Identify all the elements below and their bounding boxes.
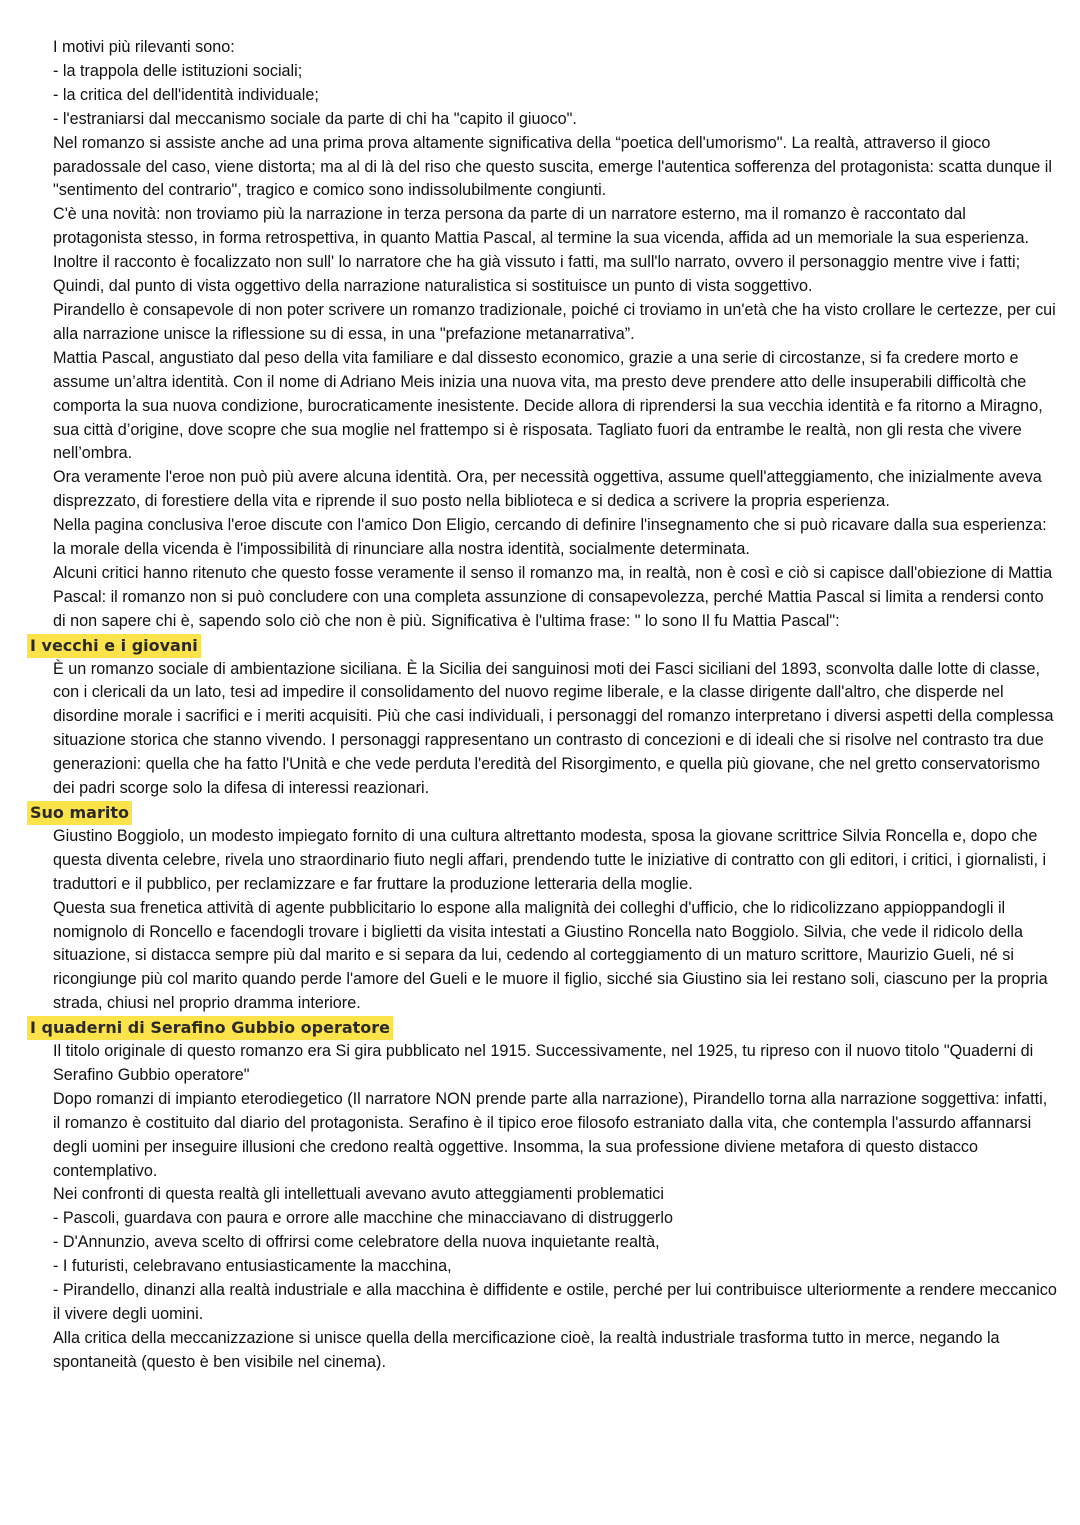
section-heading-row [0, 634, 1080, 658]
section-heading-row [0, 1016, 1080, 1040]
paragraph: I motivi più rilevanti sono: [53, 38, 235, 56]
paragraph: Giustino Boggiolo, un modesto impiegato fornito di una cultura altrettanto modesta, sposa la giovane scrittrice Silvia Roncella e, dopo che questa diventa celebre, rivela uno straordinario fiuto negli affari, prendendo tutte le iniziative di contratto con gli editori, i critici, i giornalisti, i traduttori e il pubblico, per reclamizzare e far fruttare la produzione letteraria della moglie. [53, 826, 1047, 893]
paragraph: - I futuristi, celebravano entusiasticamente la macchina, [53, 1257, 452, 1276]
paragraph: - la trappola delle istituzioni sociali; [53, 61, 303, 80]
paragraph: - Pirandello, dinanzi alla realtà industriale e alla macchina è diffidente e ostile, perché per lui contribuisce ulteriormente a rendere meccanico il vivere degli uomini. [53, 1281, 1057, 1323]
section-heading: Suo marito [27, 801, 132, 825]
paragraph: C'è una novità: non troviamo più la narrazione in terza persona da parte di un narratore esterno, ma il romanzo è raccontato dal protagonista stesso, in forma retrospettiva, in quanto Mattia Pascal, al termine la sua vicenda, affida ad un memoriale la sua esperienza. Inoltre il racconto è focalizzato non sull' lo narratore che ha già vissuto i fatti, ma sull'lo narrato, ovvero il personaggio mentre vive i fatti; Quindi, dal punto di vista oggettivo della narrazione naturalistica si sostituisce un punto di vista soggettivo. [53, 205, 1029, 296]
paragraph: Pirandello è consapevole di non poter scrivere un romanzo tradizionale, poiché ci troviamo in un'età che ha visto crollare le certezze, per cui alla narrazione unisce la riflessione su di essa, in una "prefazione metanarrativa”. [53, 300, 1056, 343]
paragraph: - la critica del dell'identità individuale; [53, 85, 319, 104]
paragraph: Nella pagina conclusiva l'eroe discute con l'amico Don Eligio, cercando di definire l'insegnamento che si può ricavare dalla sua esperienza: la morale della vicenda è l'impossibilità di rinunciare alla nostra identità, socialmente determinata. [53, 516, 1047, 559]
document-body [0, 36, 1080, 1375]
paragraph: Mattia Pascal, angustiato dal peso della vita familiare e dal dissesto economico, grazie a una serie di circostanze, si fa credere morto e assume un’altra identità. Con il nome di Adriano Meis inizia una nuova vita, ma presto deve prendere atto delle insuperabili difficoltà che comporta la sua nuova condizione, burocraticamente inesistente. Decide allora di riprendersi la sua vecchia identità e fa ritorno a Miragno, sua città d’origine, dove scopre che sua moglie nel frattempo si è risposata. Tagliato fuori da entrambe le realtà, non gli resta che vivere nell’ombra. [53, 348, 1043, 463]
paragraph: - Pascoli, guardava con paura e orrore alle macchine che minacciavano di distruggerlo [53, 1209, 673, 1228]
paragraph: - D'Annunzio, aveva scelto di offrirsi come celebratore della nuova inquietante realtà, [53, 1233, 660, 1252]
paragraph: Dopo romanzi di impianto eterodiegetico (Il narratore NON prende parte alla narrazione), Pirandello torna alla narrazione soggettiva: infatti, il romanzo è costituito dal diario del protagonista. Serafino è il tipico eroe filosofo estraniato dalla vita, che contempla l'assurdo affannarsi degli uomini per inseguire illusioni che credono realtà oggettive. Insomma, la sua professione diviene metafora di questo distacco contemplativo. [53, 1089, 1048, 1180]
section-body [0, 36, 1080, 634]
paragraph: Alcuni critici hanno ritenuto che questo fosse veramente il senso il romanzo ma, in realtà, non è così e ciò si capisce dall'obiezione di Mattia Pascal: il romanzo non si può concludere con una completa assunzione di consapevolezza, perché Mattia Pascal si limita a rendersi conto di non sapere chi è, sapendo solo ciò che non è più. Significativa è l'ultima frase: " lo sono Il fu Mattia Pascal": [53, 563, 1053, 630]
section-heading: I quaderni di Serafino Gubbio operatore [27, 1016, 393, 1040]
paragraph: Nel romanzo si assiste anche ad una prima prova altamente significativa della “poetica dell'umorismo". La realtà, attraverso il gioco paradossale del caso, viene distorta; ma al di là del riso che questo suscita, emerge l'autentica sofferenza del protagonista: scatta dunque il "sentimento del contrario", tragico e comico sono indissolubilmente congiunti. [53, 133, 1052, 200]
section-body [0, 825, 1080, 1016]
paragraph: Ora veramente l'eroe non può più avere alcuna identità. Ora, per necessità oggettiva, assume quell'atteggiamento, che inizialmente aveva disprezzato, di forestiere della vita e riprende il suo posto nella biblioteca e si dedica a scrivere la propria esperienza. [53, 468, 1042, 511]
section-heading: I vecchi e i giovani [27, 634, 201, 658]
section-heading-row [0, 801, 1080, 825]
paragraph: Alla critica della meccanizzazione si unisce quella della mercificazione cioè, la realtà industriale trasforma tutto in merce, negando la spontaneità (questo è ben visibile nel cinema). [53, 1328, 1000, 1371]
section-body [0, 658, 1080, 801]
paragraph: Nei confronti di questa realtà gli intellettuali avevano avuto atteggiamenti problematici [53, 1185, 664, 1204]
paragraph: Il titolo originale di questo romanzo era Si gira pubblicato nel 1915. Successivamente, nel 1925, tu ripreso con il nuovo titolo "Quaderni di Serafino Gubbio operatore" [53, 1042, 1034, 1084]
section-body [0, 1040, 1080, 1375]
paragraph: - l'estraniarsi dal meccanismo sociale da parte di chi ha "capito il giuoco". [53, 109, 577, 128]
paragraph: Questa sua frenetica attività di agente pubblicitario lo espone alla malignità dei colleghi d'ufficio, che lo ridicolizzano appioppandogli il nomignolo di Roncello e facendogli trovare i biglietti da visita intestati a Giustino Roncella nato Boggiolo. Silvia, che vede il ridicolo della situazione, si distacca sempre più dal marito e si separa da lui, cedendo al corteggiamento di un maturo scrittore, Maurizio Gueli, né si ricongiunge più col marito quando perde l'amore del Gueli e le muore il figlio, sicché sia Giustino sia lei restano soli, ciascuno per la propria strada, chiusi nel proprio dramma interiore. [53, 898, 1048, 1013]
paragraph: È un romanzo sociale di ambientazione siciliana. È la Sicilia dei sanguinosi moti dei Fasci siciliani del 1893, sconvolta dalle lotte di classe, con i clericali da un lato, tesi ad impedire il consolidamento del nuovo regime liberale, e la classe dirigente dall'altro, che disperde nel disordine morale i sacrifici e i meriti acquisiti. Più che casi individuali, i personaggi del romanzo interpretano i diversi aspetti della complessa situazione storica che stanno vivendo. I personaggi rappresentano un contrasto di concezioni e di ideali che si risolve nel contrasto tra due generazioni: quella che ha fatto l'Unità e che vede perduta l'eredità del Risorgimento, e quella più giovane, che nel gretto conservatorismo dei padri scorge solo la difesa di interessi reazionari. [53, 659, 1054, 798]
